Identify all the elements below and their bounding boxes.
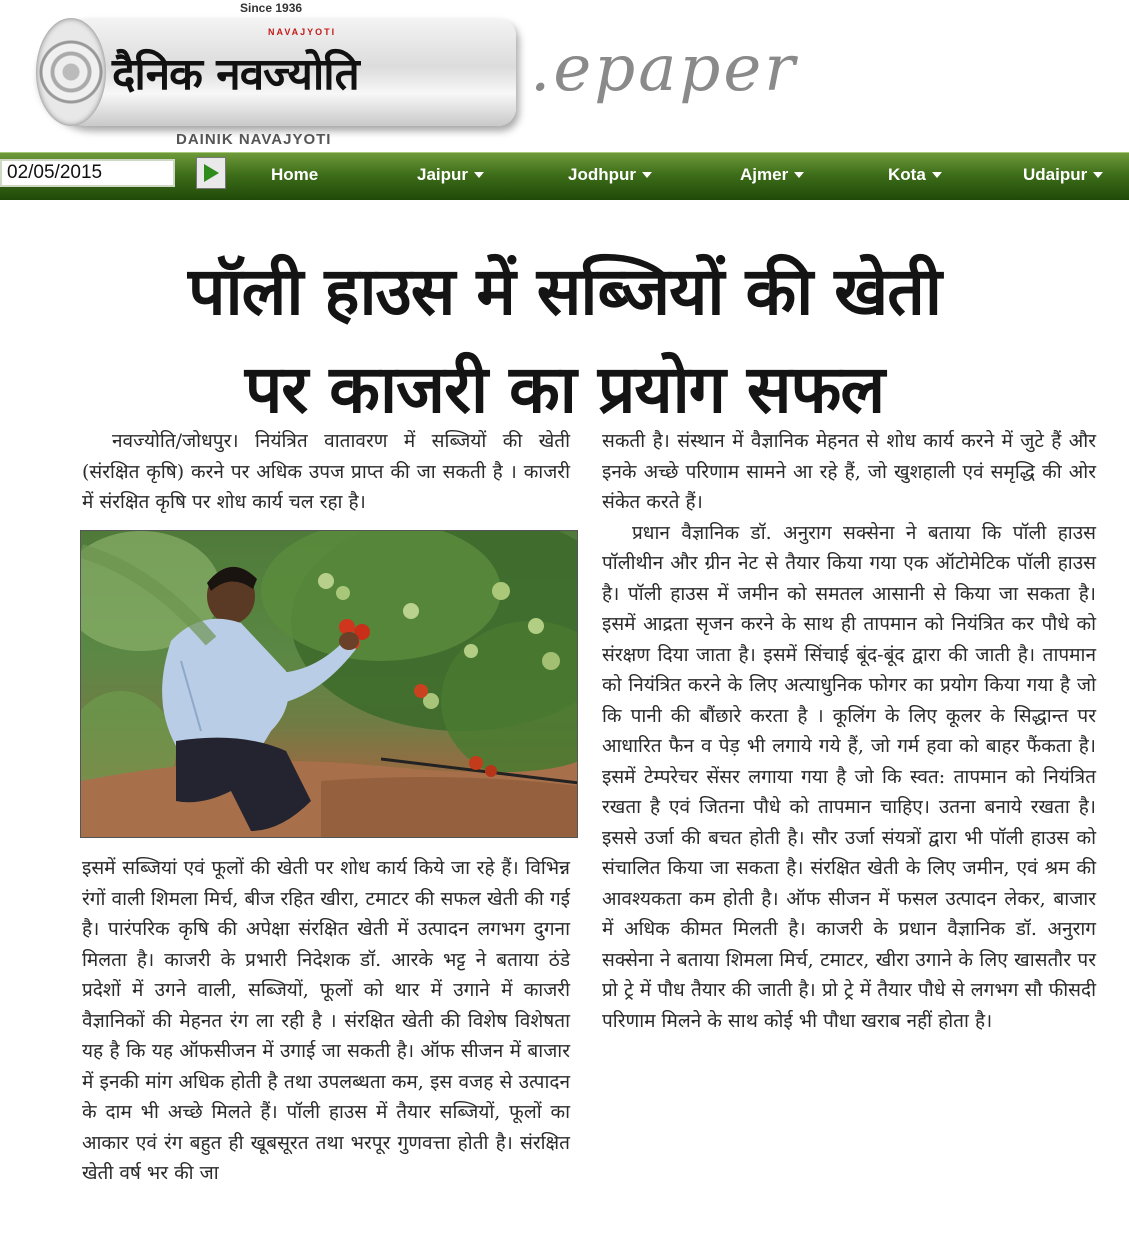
logo-title-navajyoti: नवज्योति — [216, 49, 359, 100]
nav-item-jaipur-label: Jaipur — [417, 165, 469, 184]
article-headline-line1: पॉली हाउस में सब्जियों की खेती — [188, 253, 941, 330]
article-column1-bottom — [82, 853, 570, 1189]
article-paragraph: नवज्योति/जोधपुर। नियंत्रित वातावरण में सब्जियों की खेती (संरक्षित कृषि) करने पर अधिक उपज प्राप्त की जा सकती है । काजरी में संरक्षित कृषि पर शोध कार्य चल रहा है। — [82, 430, 570, 513]
farmer-tomato-photo — [81, 531, 578, 838]
logo-english-name: DAINIK NAVAJYOTI — [176, 131, 332, 148]
nav-item-ajmer-label: Ajmer — [740, 165, 789, 184]
nav-item-udaipur-label: Udaipur — [1023, 165, 1088, 184]
article-paragraph: प्रधान वैज्ञानिक डॉ. अनुराग सक्सेना ने बताया कि पॉली हाउस पॉलीथीन और ग्रीन नेट से तैयार किया गया एक ऑटोमेटिक पॉली हाउस है। पॉली हाउस में जमीन को समतल आसानी से किया जा सकता है। इसमें आद्रता सृजन करने के साथ ही तापमान को नियंत्रित कर पौधे को संरक्षण दिया जाता है। इसमें सिंचाई बूंद-बूंद द्वारा की जाती है। तापमान को नियंत्रित करने के लिए अत्याधुनिक फोगर का प्रयोग किया गया है जो कि पानी की बौंछारे करता है । कूलिंग के लिए कूलर के सिद्धान्त पर आधारित फैन व पेड़ भी लगाये गये हैं, जो गर्म हवा को बाहर फैंकता है। इसमें टेम्परेचर सेंसर लगाया गया है जो कि स्वत: तापमान को नियंत्रित रखता है एवं जितना पौधे को तापमान चाहिए। उतना बनाये रखता है। इससे उर्जा की बचत होती है। सौर उर्जा संयत्रों द्वारा भी पॉली हाउस को संचालित किया जा सकता है। संरक्षित खेती के लिए जमीन, एवं श्रम की आवश्यकता कम होती है। ऑफ सीजन में फसल उत्पादन लेकर, बाजार में अधिक कीमत मिलती है। काजरी के प्रधान वैज्ञानिक डॉ. अनुराग सक्सेना ने बताया शिमला मिर्च, टमाटर, खीरा उगाने के लिए खासतौर पर प्रो ट्रे में पौध तैयार की जाती है। प्रो ट्रे में तैयार पौधे से लगभग सौ फीसदी परिणाम मिलने के साथ कोई भी पौधा खराब नहीं होता है। — [602, 521, 1096, 1032]
nav-item-home-label: Home — [271, 165, 319, 184]
article-paragraph: इसमें सब्जियां एवं फूलों की खेती पर शोध कार्य किये जा रहे हैं। विभिन्न रंगों वाली शिमला मिर्च, बीज रहित खीरा, टमाटर की सफल खेती की गई है। पारंपरिक कृषि की अपेक्षा संरक्षित खेती में उत्पादन लगभग दुगना मिलता है। काजरी के प्रभारी निदेशक डॉ. आरके भट्ट ने बताया ठंडे प्रदेशों में उगने वाली, सब्जियों, फूलों को थार में उगाने में काजरी वैज्ञानिकों की मेहनत रंग ला रही है । संरक्षित खेती की विशेष विशेषता यह है कि यह ऑफसीजन में उगाई जा सकती है। ऑफ सीजन में बाजार में इनकी मांग अधिक होती है तथा उपलब्धता कम, इस वजह से उत्पादन के दाम भी अच्छे मिलते हैं। पॉली हाउस में तैयार सब्जियों, फूलों का आकार एवं रंग बहुत ही खूबसूरत तथा भरपूर गुणवत्ता होती है। संरक्षित खेती वर्ष भर की जा — [82, 857, 570, 1184]
article-paragraph: सकती है। संस्थान में वैज्ञानिक मेहनत से शोध कार्य करने में जुटे हैं और इनके अच्छे परिणाम सामने आ रहे हैं, जो खुशहाली एवं समृद्धि की ओर संकेत करते हैं। — [602, 430, 1096, 513]
article-column2 — [602, 426, 1096, 1036]
chevron-down-icon — [642, 172, 652, 178]
article-photo — [80, 530, 578, 838]
article-headline-line2: पर काजरी का प्रयोग सफल — [244, 351, 885, 428]
play-icon — [204, 164, 219, 182]
chevron-down-icon — [794, 172, 804, 178]
nav-bar — [0, 152, 1129, 200]
go-button[interactable] — [196, 157, 226, 189]
since-label: Since 1936 — [240, 1, 303, 15]
chevron-down-icon — [1093, 172, 1103, 178]
nav-item-udaipur[interactable] — [1023, 165, 1103, 185]
chevron-down-icon — [474, 172, 484, 178]
logo-title[interactable] — [112, 42, 359, 102]
article-column1-top — [82, 426, 570, 518]
epaper-wordmark: .epaper — [530, 32, 798, 106]
newspaper-roll-end-icon — [36, 18, 106, 126]
logo-small-text: NAVAJYOTI — [268, 27, 337, 37]
nav-item-kota[interactable] — [888, 165, 942, 185]
masthead — [0, 0, 1129, 152]
nav-item-jodhpur-label: Jodhpur — [568, 165, 636, 184]
nav-item-ajmer[interactable] — [740, 165, 804, 185]
nav-item-jaipur[interactable] — [417, 165, 484, 185]
nav-item-kota-label: Kota — [888, 165, 926, 184]
chevron-down-icon — [932, 172, 942, 178]
nav-item-home[interactable] — [271, 165, 318, 185]
logo-title-dainik: दैनिक — [112, 49, 217, 100]
date-input[interactable] — [0, 159, 175, 187]
nav-item-jodhpur[interactable] — [568, 165, 652, 185]
